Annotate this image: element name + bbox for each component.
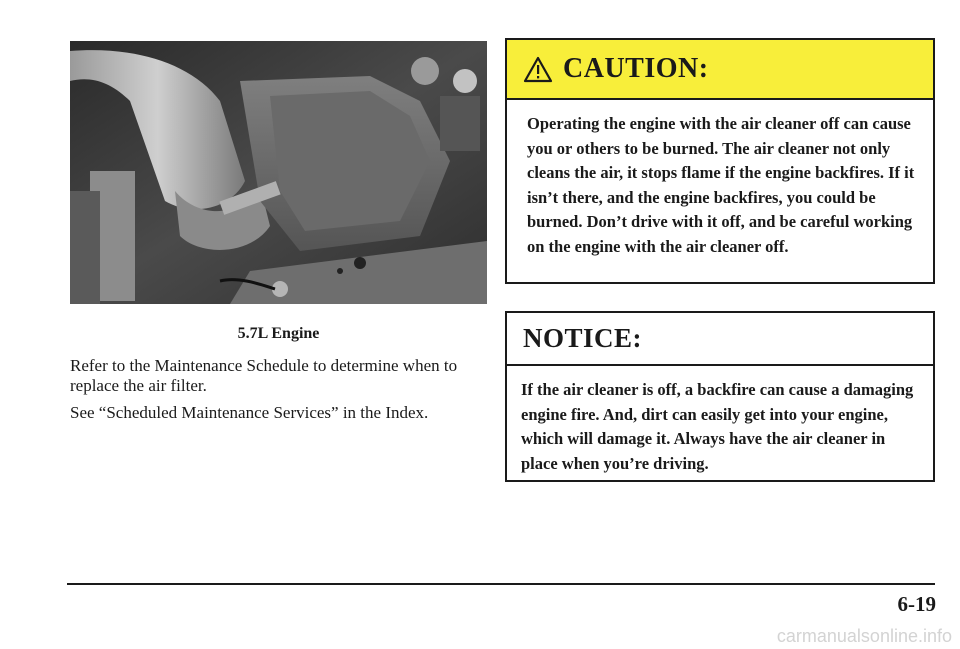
figure-caption: 5.7L Engine <box>237 325 320 342</box>
engine-photo <box>70 41 487 304</box>
caution-title: CAUTION: <box>563 53 709 84</box>
caution-text: Operating the engine with the air cleaner off can cause you or others to be burned. The air cleaner not only cleans the air, it stops flame if the engine backfires. If it isn’t there, and the engine backfires, you could be burned. Don’t drive with it off, and be careful working on the engine with the air cleaner off. <box>527 114 915 256</box>
notice-box <box>505 311 935 482</box>
watermark[interactable]: carmanualsonline.info <box>776 626 952 646</box>
page-number: 6-19 <box>897 592 936 616</box>
caution-header <box>507 40 933 100</box>
notice-title: NOTICE: <box>523 323 643 353</box>
caution-box <box>505 38 935 284</box>
footer-divider <box>67 583 935 585</box>
engine-photo-graphic <box>70 41 487 304</box>
notice-header <box>507 313 933 366</box>
warning-triangle-icon <box>523 56 553 83</box>
index-reference-paragraph: See “Scheduled Maintenance Services” in the Index. <box>70 403 429 422</box>
notice-text: If the air cleaner is off, a backfire can cause a damaging engine fire. And, dirt can easily get into your engine, which will damage it. Always have the air cleaner in place when you’re driving. <box>521 380 914 473</box>
maintenance-paragraph: Refer to the Maintenance Schedule to determine when to replace the air filter. <box>70 356 458 395</box>
